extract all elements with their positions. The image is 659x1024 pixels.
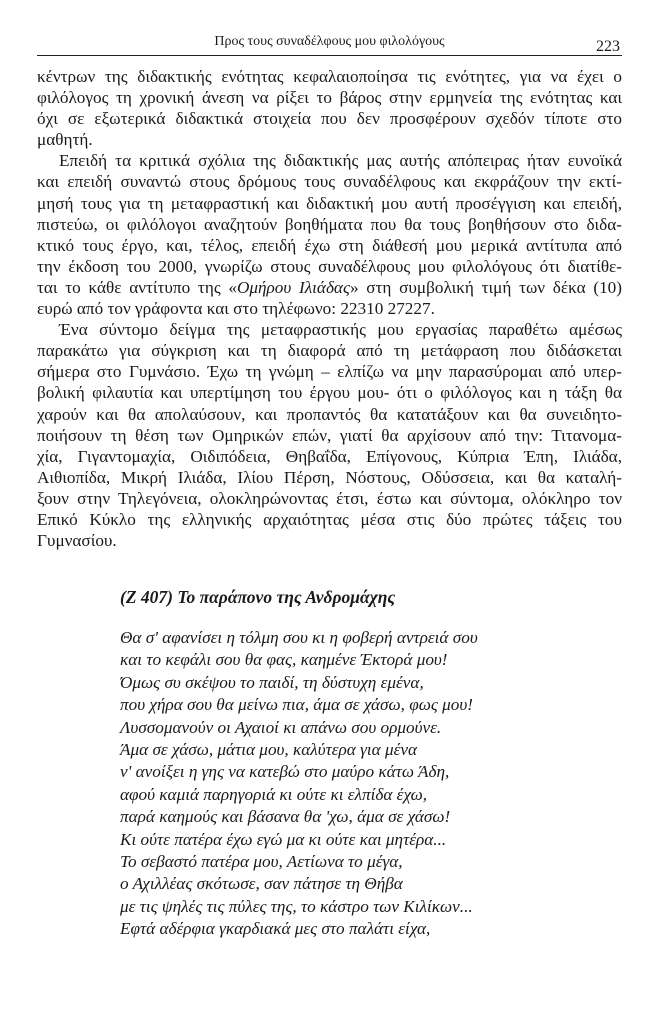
- poem-line: που χήρα σου θα μείνω πια, άμα σε χάσω, φως μου!: [120, 695, 473, 715]
- page-number: 223: [596, 38, 620, 55]
- poem-line: Εφτά αδέρφια γκαρδιακά μες στο παλάτι είχα,: [120, 919, 431, 939]
- poem-heading: (Ζ 407) Το παράπονο της Ανδρομάχης: [120, 587, 396, 607]
- text-line: Επικό Κύκλο της ελληνικής αρχαιότητας μέσα στις δύο πρώτες τάξεις του: [37, 509, 622, 529]
- text-line: σήμερα στο Γυμνάσιο. Έχω τη γνώμη – ελπίζω να μην παρασύρομαι από υπερ-: [37, 362, 622, 382]
- paragraph: [37, 319, 622, 551]
- poem-line: και το κεφάλι σου θα φας, καημένε Έκτορά μου!: [120, 650, 448, 670]
- book-title: Ομήρου Ιλιάδας: [236, 277, 350, 297]
- poem-line: ο Αχιλλέας σκότωσε, σαν πάτησε τη Θήβα: [120, 874, 403, 894]
- poem-line: Λυσσομανούν οι Αχαιοί κι απάνω σου ορμούνε.: [120, 717, 442, 737]
- text-line: ευρώ από τον γράφοντα και στο τηλέφωνο: 22310 27227.: [37, 299, 435, 319]
- text-line: κτικό τους έργο, και, τέλος, επειδή έχω στη διάθεσή μου μερικά αντίτυπα από: [37, 235, 622, 255]
- text-line: φιλόλογος τη χρονική άνεση να ρίξει το βάρος στην ερμηνεία της ενότητας και: [37, 88, 622, 108]
- text-line: Αιθιοπίδα, Μικρή Ιλιάδα, Ιλίου Πέρση, Νόστους, Οδύσσεια, και θα καταλή-: [37, 467, 622, 487]
- text-line: βολική φιλαυτία και υπερτίμηση του έργου μου- ότι ο φιλόλογος και η τάξη θα: [37, 383, 622, 403]
- text-line: ξουν στην Τηλεγόνεια, ολοκληρώνοντας έτσι, έστω και σύντομα, ολόκληρο τον: [37, 488, 622, 508]
- paragraph: [37, 66, 622, 150]
- text-line: όχι σε εξωτερικά διδακτικά στοιχεία που δεν προσφέρουν σχεδόν τίποτε στο: [37, 109, 622, 129]
- poem-line: αφού καμιά παρηγοριά κι ούτε κι ελπίδα έχω,: [120, 784, 428, 804]
- text-line: μαθητή.: [37, 130, 93, 150]
- paragraph: [37, 150, 622, 319]
- text-line: Επειδή τα κριτικά σχόλια της διδακτικής μας αυτής απόπειρας ήταν ευνοϊκά: [59, 151, 622, 171]
- text-line: κέντρων της διδακτικής ενότητας κεφαλαιοποίησα τις ενότητες, για να έχει ο: [37, 67, 622, 86]
- text-line: χαρούν και θα απολαύσουν, και προπαντός θα κατατάξουν και θα συνειδητο-: [37, 404, 622, 424]
- text-segment: » στη συμβολική τιμή των δέκα (10): [349, 277, 622, 297]
- poem-line: Κι ούτε πατέρα έχω εγώ μα κι ούτε και μητέρα...: [120, 829, 447, 849]
- poem-line: Θα σ' αφανίσει η τόλμη σου κι η φοβερή αντρειά σου: [120, 628, 478, 647]
- text-line: πιστεύω, οι φιλόλογοι αναζητούν βοηθήματα που θα τους βοηθήσουν στο διδα-: [37, 214, 622, 234]
- text-line: ποιήσουν τη θέση των Ομηρικών επών, γιατί θα αρχίσουν από την: Τιτανομα-: [37, 425, 622, 445]
- poem-line: Το σεβαστό πατέρα μου, Αετίωνα το μέγα,: [120, 852, 403, 872]
- poem: [120, 627, 478, 941]
- poem-line: ν' ανοίξει η γης να κατεβώ στο μαύρο κάτω Άδη,: [120, 762, 450, 782]
- poem-line: με τις ψηλές τις πύλες της, το κάστρο των Κιλίκων...: [120, 896, 473, 916]
- text-line: την έκδοση του 2000, γνωρίζω στους συναδέλφους μου φιλολόγους ότι διατίθε-: [37, 256, 622, 276]
- poem-line: Όμως συ σκέψου το παιδί, τη δύστυχη εμένα,: [120, 672, 424, 692]
- text-line: και επειδή συναντώ στους δρόμους τους συναδέλφους και εκφράζουν την εκτί-: [37, 172, 622, 192]
- text-line: παρακάτω για σύγκριση και τη διαφορά από τη μετάφραση που διδάσκεται: [37, 341, 622, 361]
- text-segment: ται το κάθε αντίτυπο της «: [37, 277, 237, 297]
- text-line: Γυμνασίου.: [37, 531, 117, 551]
- text-line: χία, Γιγαντομαχία, Οιδιπόδεια, Θηβαΐδα, Επίγονους, Κύπρια Έπη, Ιλιάδα,: [37, 446, 622, 466]
- text-line: [37, 277, 622, 298]
- page-header: [37, 30, 622, 56]
- body-text: [37, 66, 622, 551]
- text-line: μησή τους για τη μεταφραστική και διδακτική μου αυτή προσέγγιση και επειδή,: [37, 193, 622, 213]
- poem-line: παρά καημούς και βάσανα θα 'χω, άμα σε χάσω!: [120, 807, 451, 827]
- text-line: Ένα σύντομο δείγμα της μεταφραστικής μου εργασίας παραθέτω αμέσως: [59, 320, 622, 340]
- running-title: Προς τους συναδέλφους μου φιλολόγους: [214, 34, 445, 49]
- poem-line: Άμα σε χάσω, μάτια μου, καλύτερα για μένα: [120, 740, 418, 760]
